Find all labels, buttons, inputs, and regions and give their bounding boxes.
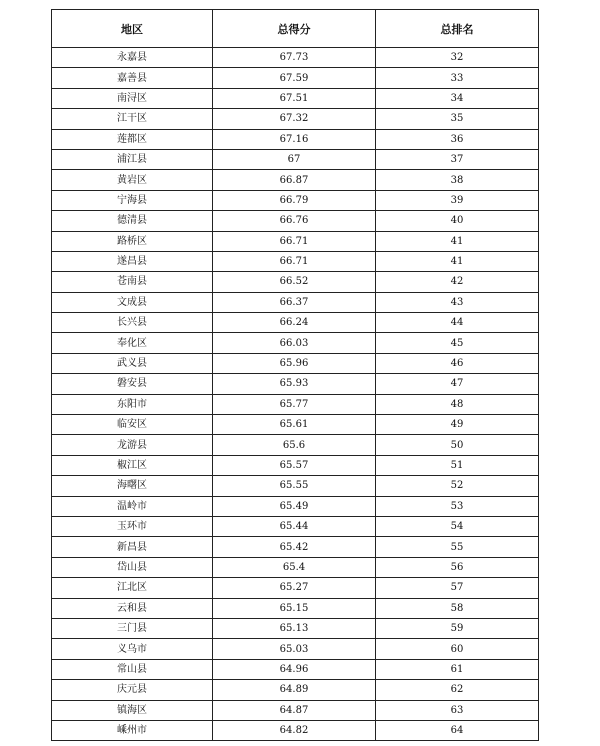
- region-cell: 龙游县: [52, 435, 213, 455]
- table-row: [52, 659, 539, 679]
- region-cell: 临安区: [52, 415, 213, 435]
- region-cell: 奉化区: [52, 333, 213, 353]
- region-cell: 江干区: [52, 109, 213, 129]
- table-row: [52, 353, 539, 373]
- region-cell: 苍南县: [52, 272, 213, 292]
- table-row: [52, 129, 539, 149]
- region-cell: 镇海区: [52, 700, 213, 720]
- region-cell: 岱山县: [52, 557, 213, 577]
- table-row: [52, 374, 539, 394]
- score-cell: 65.03: [213, 639, 376, 659]
- score-cell: 67.16: [213, 129, 376, 149]
- table-row: [52, 292, 539, 312]
- rank-cell: 35: [376, 109, 539, 129]
- region-cell: 海曙区: [52, 476, 213, 496]
- table-row: [52, 109, 539, 129]
- rank-cell: 50: [376, 435, 539, 455]
- rank-cell: 45: [376, 333, 539, 353]
- region-cell: 义乌市: [52, 639, 213, 659]
- region-cell: 莲都区: [52, 129, 213, 149]
- rank-cell: 41: [376, 231, 539, 251]
- rank-cell: 38: [376, 170, 539, 190]
- region-cell: 遂昌县: [52, 251, 213, 271]
- rank-cell: 63: [376, 700, 539, 720]
- score-cell: 67.51: [213, 88, 376, 108]
- table-row: [52, 211, 539, 231]
- score-cell: 65.49: [213, 496, 376, 516]
- rank-cell: 53: [376, 496, 539, 516]
- header-region: 地区: [52, 10, 213, 48]
- rank-cell: 52: [376, 476, 539, 496]
- region-cell: 德清县: [52, 211, 213, 231]
- score-cell: 65.4: [213, 557, 376, 577]
- table-row: [52, 251, 539, 271]
- region-cell: 椒江区: [52, 455, 213, 475]
- rank-cell: 34: [376, 88, 539, 108]
- ranking-table: [51, 9, 539, 741]
- table-row: [52, 476, 539, 496]
- table-row: [52, 598, 539, 618]
- score-cell: 64.87: [213, 700, 376, 720]
- region-cell: 黄岩区: [52, 170, 213, 190]
- region-cell: 三门县: [52, 618, 213, 638]
- rank-cell: 37: [376, 149, 539, 169]
- rank-cell: 60: [376, 639, 539, 659]
- score-cell: 66.24: [213, 313, 376, 333]
- table-row: [52, 516, 539, 536]
- header-total-rank: 总排名: [376, 10, 539, 48]
- score-cell: 67.73: [213, 48, 376, 68]
- rank-cell: 51: [376, 455, 539, 475]
- table-row: [52, 48, 539, 68]
- rank-cell: 61: [376, 659, 539, 679]
- rank-cell: 36: [376, 129, 539, 149]
- region-cell: 云和县: [52, 598, 213, 618]
- rank-cell: 58: [376, 598, 539, 618]
- region-cell: 江北区: [52, 578, 213, 598]
- score-cell: 66.03: [213, 333, 376, 353]
- region-cell: 新昌县: [52, 537, 213, 557]
- rank-cell: 44: [376, 313, 539, 333]
- score-cell: 65.93: [213, 374, 376, 394]
- region-cell: 温岭市: [52, 496, 213, 516]
- score-cell: 66.37: [213, 292, 376, 312]
- score-cell: 64.82: [213, 720, 376, 740]
- table-row: [52, 313, 539, 333]
- table-row: [52, 700, 539, 720]
- rank-cell: 32: [376, 48, 539, 68]
- table-row: [52, 272, 539, 292]
- table-row: [52, 557, 539, 577]
- score-cell: 65.61: [213, 415, 376, 435]
- header-row: [52, 10, 539, 48]
- table-row: [52, 68, 539, 88]
- region-cell: 武义县: [52, 353, 213, 373]
- region-cell: 文成县: [52, 292, 213, 312]
- table-row: [52, 231, 539, 251]
- region-cell: 嵊州市: [52, 720, 213, 740]
- region-cell: 路桥区: [52, 231, 213, 251]
- score-cell: 66.52: [213, 272, 376, 292]
- region-cell: 浦江县: [52, 149, 213, 169]
- rank-cell: 57: [376, 578, 539, 598]
- score-cell: 65.77: [213, 394, 376, 414]
- score-cell: 66.76: [213, 211, 376, 231]
- rank-cell: 64: [376, 720, 539, 740]
- table-body: [52, 48, 539, 741]
- region-cell: 东阳市: [52, 394, 213, 414]
- table-row: [52, 720, 539, 740]
- score-cell: 67.59: [213, 68, 376, 88]
- score-cell: 65.57: [213, 455, 376, 475]
- score-cell: 65.44: [213, 516, 376, 536]
- rank-cell: 49: [376, 415, 539, 435]
- region-cell: 南浔区: [52, 88, 213, 108]
- score-cell: 65.13: [213, 618, 376, 638]
- table-row: [52, 190, 539, 210]
- table-row: [52, 680, 539, 700]
- region-cell: 宁海县: [52, 190, 213, 210]
- table-row: [52, 578, 539, 598]
- region-cell: 常山县: [52, 659, 213, 679]
- score-cell: 66.87: [213, 170, 376, 190]
- table-row: [52, 88, 539, 108]
- table-row: [52, 394, 539, 414]
- region-cell: 长兴县: [52, 313, 213, 333]
- rank-cell: 46: [376, 353, 539, 373]
- table-row: [52, 415, 539, 435]
- score-cell: 66.71: [213, 251, 376, 271]
- score-cell: 65.15: [213, 598, 376, 618]
- table-row: [52, 639, 539, 659]
- table-row: [52, 618, 539, 638]
- region-cell: 玉环市: [52, 516, 213, 536]
- score-cell: 65.96: [213, 353, 376, 373]
- rank-cell: 43: [376, 292, 539, 312]
- score-cell: 65.6: [213, 435, 376, 455]
- table-row: [52, 170, 539, 190]
- table-row: [52, 149, 539, 169]
- rank-cell: 48: [376, 394, 539, 414]
- region-cell: 永嘉县: [52, 48, 213, 68]
- rank-cell: 59: [376, 618, 539, 638]
- rank-cell: 39: [376, 190, 539, 210]
- score-cell: 66.71: [213, 231, 376, 251]
- header-total-score: 总得分: [213, 10, 376, 48]
- table-row: [52, 537, 539, 557]
- rank-cell: 56: [376, 557, 539, 577]
- score-cell: 64.89: [213, 680, 376, 700]
- table-row: [52, 333, 539, 353]
- rank-cell: 40: [376, 211, 539, 231]
- score-cell: 64.96: [213, 659, 376, 679]
- region-cell: 磐安县: [52, 374, 213, 394]
- score-cell: 67: [213, 149, 376, 169]
- table-row: [52, 496, 539, 516]
- score-cell: 67.32: [213, 109, 376, 129]
- rank-cell: 55: [376, 537, 539, 557]
- rank-cell: 62: [376, 680, 539, 700]
- score-cell: 65.55: [213, 476, 376, 496]
- rank-cell: 41: [376, 251, 539, 271]
- region-cell: 嘉善县: [52, 68, 213, 88]
- table-row: [52, 435, 539, 455]
- table-row: [52, 455, 539, 475]
- table-header: [52, 10, 539, 48]
- rank-cell: 47: [376, 374, 539, 394]
- score-cell: 65.27: [213, 578, 376, 598]
- rank-cell: 33: [376, 68, 539, 88]
- region-cell: 庆元县: [52, 680, 213, 700]
- score-cell: 65.42: [213, 537, 376, 557]
- ranking-table-container: [51, 9, 538, 741]
- score-cell: 66.79: [213, 190, 376, 210]
- rank-cell: 54: [376, 516, 539, 536]
- rank-cell: 42: [376, 272, 539, 292]
